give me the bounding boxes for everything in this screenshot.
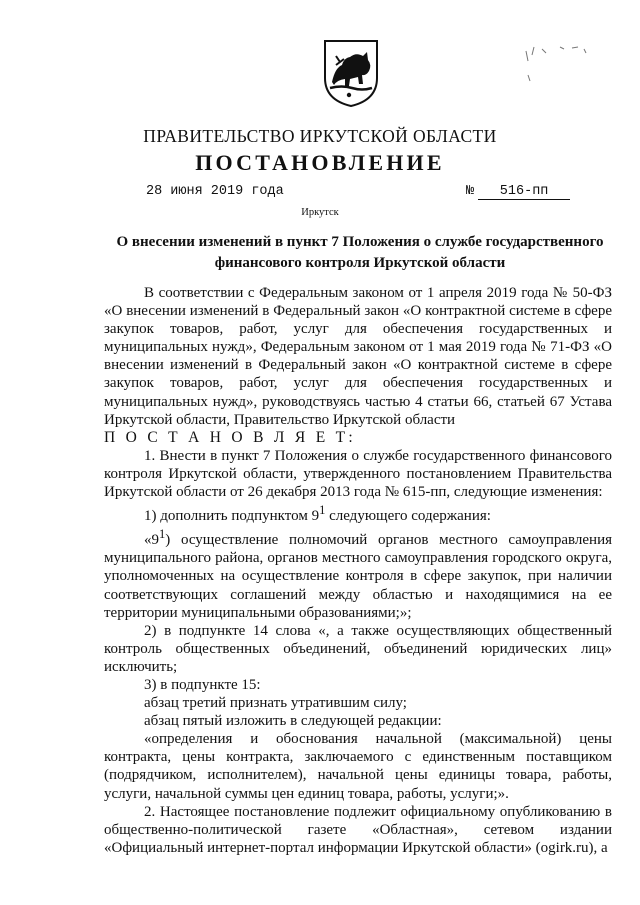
paragraph-1-item-2: 2) в подпункте 14 слова «, а также осуществляющих общественный контроль общественных объединений, объединений юридических лиц» исключить; [104, 622, 612, 675]
document-body [104, 284, 612, 857]
paragraph-1-quote [104, 525, 612, 621]
item-1-text-end: следующего содержания: [325, 508, 491, 525]
paragraph-1: 1. Внести в пункт 7 Положения о службе государственного финансового контроля Иркутской области, утвержденного постановлением Правительства Иркутской области от 26 декабря 2013 года № 615-пп, следующие изменения: [104, 447, 612, 501]
document-title: О внесении изменений в пункт 7 Положения о службе государственного финансового контроля Иркутской области [116, 234, 604, 271]
quote-text: ) осуществление полномочий органов местного самоуправления муниципального района, органов местного самоуправления городского округа, уполномоченных на осуществление контроля в сфере закупок, при наличии соответствующих соглашений между областью и находящимися на ее территории муниципальными образованиями;»; [104, 532, 612, 621]
resolves-heading: П О С Т А Н О В Л Я Е Т: [104, 428, 357, 446]
quote-superscript: 1 [159, 527, 166, 542]
paragraph-1-item-3-a: абзац третий признать утратившим силу; [144, 695, 407, 712]
paragraph-1-item-3-b: абзац пятый изложить в следующей редакции: [144, 713, 442, 730]
item-1-text-start: 1) дополнить подпунктом 9 [144, 508, 320, 525]
paragraph-1-item-3: 3) в подпункте 15: [144, 676, 261, 693]
paragraph-2: 2. Настоящее постановление подлежит официальному опубликованию в общественно-политической газете «Областная», сетевом издании «Официальный интернет-портал информации Иркутской области» (ogirk.ru), а [104, 803, 612, 856]
document-date: 28 июня 2019 года [146, 184, 284, 199]
paragraph-1-item-1 [104, 501, 612, 525]
quote-open: «9 [144, 532, 159, 549]
irkutsk-coat-of-arms-emblem [322, 38, 380, 108]
item-1-superscript: 1 [319, 503, 326, 518]
handwritten-mark [520, 45, 600, 85]
number-prefix: № [466, 184, 475, 199]
document-number-block [466, 184, 570, 200]
document-number: 516-пп [478, 184, 570, 200]
city-name: Иркутск [301, 207, 339, 218]
government-name: ПРАВИТЕЛЬСТВО ИРКУТСКОЙ ОБЛАСТИ [143, 126, 497, 146]
paragraph-1-item-3-c: «определения и обоснования начальной (максимальной) цены контракта, цены контракта, заключаемого с единственным поставщиком (подрядчиком, исполнителем), начальной цены единицы товара, работы, услуги, начальной суммы цен единиц товара, работы, услуги;». [104, 731, 612, 802]
document-type: ПОСТАНОВЛЕНИЕ [195, 150, 445, 175]
preamble-paragraph: В соответствии с Федеральным законом от 1 апреля 2019 года № 50-ФЗ «О внесении изменений в Федеральный закон «О контрактной системе в сфере закупок товаров, работ, услуг для обеспечения государственных и муниципальных нужд», Федеральным законом от 1 мая 2019 года № 71-ФЗ «О внесении изменений в Федеральный закон «О контрактной системе в сфере закупок товаров, работ, услуг для обеспечения государственных и муниципальных нужд», руководствуясь частью 4 статьи 66, статьей 67 Устава Иркутской области, Правительство Иркутской области [104, 285, 612, 428]
